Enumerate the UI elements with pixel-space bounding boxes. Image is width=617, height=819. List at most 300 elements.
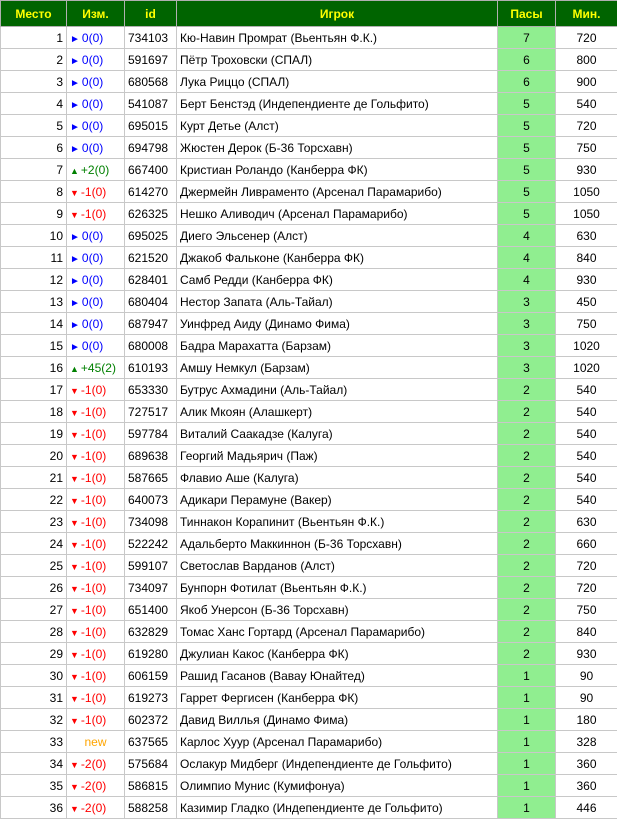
passes-cell: 7 xyxy=(498,27,556,49)
player-cell[interactable]: Бунпорн Фотилат (Вьентьян Ф.К.) xyxy=(177,577,498,599)
right-pointer-icon: ► xyxy=(70,232,80,243)
header-passes[interactable]: Пасы xyxy=(498,1,556,27)
table-row xyxy=(1,533,617,555)
minutes-cell: 840 xyxy=(556,247,617,269)
passes-cell: 6 xyxy=(498,49,556,71)
table-row xyxy=(1,27,617,49)
player-cell[interactable]: Самб Редди (Канберра ФК) xyxy=(177,269,498,291)
passes-cell: 2 xyxy=(498,643,556,665)
passes-cell: 3 xyxy=(498,335,556,357)
player-cell[interactable]: Лука Риццо (СПАЛ) xyxy=(177,71,498,93)
change-value: -1(0) xyxy=(81,493,106,507)
table-row xyxy=(1,797,617,819)
minutes-cell: 450 xyxy=(556,291,617,313)
player-cell[interactable]: Светослав Варданов (Алст) xyxy=(177,555,498,577)
player-cell[interactable]: Берт Бенстэд (Индепендиенте де Гольфито) xyxy=(177,93,498,115)
minutes-cell: 1020 xyxy=(556,357,617,379)
table-row xyxy=(1,577,617,599)
place-cell: 1 xyxy=(1,27,67,49)
player-cell[interactable]: Давид Виллья (Динамо Фима) xyxy=(177,709,498,731)
table-row xyxy=(1,445,617,467)
table-row xyxy=(1,731,617,753)
change-value: 0(0) xyxy=(82,119,103,133)
place-cell: 27 xyxy=(1,599,67,621)
player-cell[interactable]: Амшу Немкул (Барзам) xyxy=(177,357,498,379)
table-row xyxy=(1,775,617,797)
table-row xyxy=(1,401,617,423)
header-player[interactable]: Игрок xyxy=(177,1,498,27)
minutes-cell: 720 xyxy=(556,577,617,599)
table-row xyxy=(1,555,617,577)
minutes-cell: 720 xyxy=(556,555,617,577)
header-place[interactable]: Место xyxy=(1,1,67,27)
table-row xyxy=(1,335,617,357)
minutes-cell: 540 xyxy=(556,489,617,511)
change-value: -1(0) xyxy=(81,669,106,683)
passes-cell: 5 xyxy=(498,159,556,181)
change-value: -1(0) xyxy=(81,537,106,551)
change-value: 0(0) xyxy=(82,273,103,287)
change-value: 0(0) xyxy=(82,53,103,67)
minutes-cell: 540 xyxy=(556,423,617,445)
change-value: 0(0) xyxy=(82,97,103,111)
table-body xyxy=(1,27,617,819)
id-cell: 522242 xyxy=(125,533,177,555)
id-cell: 694798 xyxy=(125,137,177,159)
passes-cell: 2 xyxy=(498,489,556,511)
player-cell[interactable]: Флавио Аше (Калуга) xyxy=(177,467,498,489)
up-triangle-icon: ▲ xyxy=(70,364,79,374)
change-value: -1(0) xyxy=(81,515,106,529)
table-row xyxy=(1,621,617,643)
player-cell[interactable]: Уинфред Аиду (Динамо Фима) xyxy=(177,313,498,335)
place-cell: 11 xyxy=(1,247,67,269)
right-pointer-icon: ► xyxy=(70,78,80,89)
minutes-cell: 930 xyxy=(556,643,617,665)
minutes-cell: 750 xyxy=(556,599,617,621)
player-cell[interactable]: Джакоб Фальконе (Канберра ФК) xyxy=(177,247,498,269)
change-cell xyxy=(67,137,125,159)
table-row xyxy=(1,709,617,731)
change-value: -2(0) xyxy=(81,801,106,815)
down-triangle-icon: ▼ xyxy=(70,518,79,528)
table-row xyxy=(1,181,617,203)
player-cell[interactable]: Жюстен Дерок (Б-36 Торсхавн) xyxy=(177,137,498,159)
change-cell xyxy=(67,335,125,357)
place-cell: 4 xyxy=(1,93,67,115)
minutes-cell: 1050 xyxy=(556,203,617,225)
id-cell: 621520 xyxy=(125,247,177,269)
minutes-cell: 180 xyxy=(556,709,617,731)
table-row xyxy=(1,511,617,533)
id-cell: 734097 xyxy=(125,577,177,599)
place-cell: 18 xyxy=(1,401,67,423)
passes-cell: 5 xyxy=(498,137,556,159)
table-row xyxy=(1,291,617,313)
change-cell xyxy=(67,313,125,335)
change-cell xyxy=(67,357,125,379)
player-cell[interactable]: Олимпио Мунис (Кумифонуа) xyxy=(177,775,498,797)
minutes-cell: 90 xyxy=(556,665,617,687)
passes-cell: 1 xyxy=(498,709,556,731)
id-cell: 591697 xyxy=(125,49,177,71)
place-cell: 12 xyxy=(1,269,67,291)
passes-cell: 3 xyxy=(498,291,556,313)
player-cell[interactable]: Алик Мкоян (Алашкерт) xyxy=(177,401,498,423)
change-cell xyxy=(67,577,125,599)
change-value: 0(0) xyxy=(82,317,103,331)
id-cell: 586815 xyxy=(125,775,177,797)
passes-cell: 2 xyxy=(498,577,556,599)
table-row xyxy=(1,269,617,291)
player-cell[interactable]: Виталий Саакадзе (Калуга) xyxy=(177,423,498,445)
place-cell: 34 xyxy=(1,753,67,775)
change-cell xyxy=(67,225,125,247)
passes-cell: 5 xyxy=(498,93,556,115)
passes-cell: 2 xyxy=(498,401,556,423)
header-minutes[interactable]: Мин. xyxy=(556,1,617,27)
id-cell: 734103 xyxy=(125,27,177,49)
change-cell xyxy=(67,533,125,555)
player-cell[interactable]: Якоб Унерсон (Б-36 Торсхавн) xyxy=(177,599,498,621)
place-cell: 3 xyxy=(1,71,67,93)
place-cell: 17 xyxy=(1,379,67,401)
right-pointer-icon: ► xyxy=(70,34,80,45)
down-triangle-icon: ▼ xyxy=(70,672,79,682)
passes-cell: 3 xyxy=(498,313,556,335)
table-row xyxy=(1,247,617,269)
table-row xyxy=(1,379,617,401)
player-cell[interactable]: Бадра Марахатта (Барзам) xyxy=(177,335,498,357)
change-cell xyxy=(67,445,125,467)
minutes-cell: 360 xyxy=(556,753,617,775)
change-cell xyxy=(67,599,125,621)
minutes-cell: 328 xyxy=(556,731,617,753)
passes-cell: 6 xyxy=(498,71,556,93)
id-cell: 588258 xyxy=(125,797,177,819)
passes-cell: 5 xyxy=(498,181,556,203)
table-row xyxy=(1,115,617,137)
passes-cell: 4 xyxy=(498,269,556,291)
passes-cell: 5 xyxy=(498,115,556,137)
player-cell[interactable]: Бутрус Ахмадини (Аль-Тайал) xyxy=(177,379,498,401)
passes-cell: 1 xyxy=(498,753,556,775)
change-cell xyxy=(67,555,125,577)
player-cell[interactable]: Кристиан Роландо (Канберра ФК) xyxy=(177,159,498,181)
down-triangle-icon: ▼ xyxy=(70,496,79,506)
down-triangle-icon: ▼ xyxy=(70,540,79,550)
player-cell[interactable]: Кю-Навин Промрат (Вьентьян Ф.К.) xyxy=(177,27,498,49)
id-cell: 599107 xyxy=(125,555,177,577)
table-row xyxy=(1,643,617,665)
minutes-cell: 630 xyxy=(556,225,617,247)
table-row xyxy=(1,49,617,71)
table-row xyxy=(1,753,617,775)
change-cell xyxy=(67,269,125,291)
table-row xyxy=(1,599,617,621)
minutes-cell: 930 xyxy=(556,159,617,181)
right-pointer-icon: ► xyxy=(70,254,80,265)
change-cell xyxy=(67,247,125,269)
id-cell: 667400 xyxy=(125,159,177,181)
change-cell xyxy=(67,775,125,797)
change-value: -2(0) xyxy=(81,757,106,771)
passes-cell: 2 xyxy=(498,555,556,577)
down-triangle-icon: ▼ xyxy=(70,584,79,594)
place-cell: 29 xyxy=(1,643,67,665)
player-cell[interactable]: Карлос Хуур (Арсенал Парамарибо) xyxy=(177,731,498,753)
id-cell: 626325 xyxy=(125,203,177,225)
change-cell xyxy=(67,115,125,137)
change-value: -1(0) xyxy=(81,691,106,705)
passes-cell: 2 xyxy=(498,533,556,555)
change-value: -1(0) xyxy=(81,625,106,639)
down-triangle-icon: ▼ xyxy=(70,474,79,484)
change-value: 0(0) xyxy=(82,339,103,353)
passes-cell: 2 xyxy=(498,379,556,401)
passes-cell: 2 xyxy=(498,423,556,445)
change-value: +2(0) xyxy=(81,163,109,177)
id-cell: 632829 xyxy=(125,621,177,643)
down-triangle-icon: ▼ xyxy=(70,210,79,220)
place-cell: 30 xyxy=(1,665,67,687)
minutes-cell: 900 xyxy=(556,71,617,93)
down-triangle-icon: ▼ xyxy=(70,650,79,660)
passes-cell: 1 xyxy=(498,665,556,687)
header-row xyxy=(1,1,617,27)
table-row xyxy=(1,203,617,225)
change-value: -1(0) xyxy=(81,559,106,573)
id-cell: 695025 xyxy=(125,225,177,247)
player-cell[interactable]: Нестор Запата (Аль-Тайал) xyxy=(177,291,498,313)
change-value: -1(0) xyxy=(81,647,106,661)
right-pointer-icon: ► xyxy=(70,144,80,155)
table-row xyxy=(1,665,617,687)
down-triangle-icon: ▼ xyxy=(70,694,79,704)
passes-cell: 5 xyxy=(498,203,556,225)
right-pointer-icon: ► xyxy=(70,122,80,133)
change-value: -1(0) xyxy=(81,383,106,397)
minutes-cell: 1020 xyxy=(556,335,617,357)
right-pointer-icon: ► xyxy=(70,320,80,331)
minutes-cell: 660 xyxy=(556,533,617,555)
player-cell[interactable]: Рашид Гасанов (Вавау Юнайтед) xyxy=(177,665,498,687)
change-value: -1(0) xyxy=(81,427,106,441)
passes-cell: 1 xyxy=(498,687,556,709)
id-cell: 640073 xyxy=(125,489,177,511)
minutes-cell: 540 xyxy=(556,401,617,423)
down-triangle-icon: ▼ xyxy=(70,452,79,462)
id-cell: 653330 xyxy=(125,379,177,401)
place-cell: 25 xyxy=(1,555,67,577)
table-row xyxy=(1,357,617,379)
change-cell xyxy=(67,379,125,401)
minutes-cell: 750 xyxy=(556,137,617,159)
id-cell: 614270 xyxy=(125,181,177,203)
change-value: -1(0) xyxy=(81,405,106,419)
player-cell[interactable]: Ослакур Мидберг (Индепендиенте де Гольфито) xyxy=(177,753,498,775)
id-cell: 619273 xyxy=(125,687,177,709)
change-value: 0(0) xyxy=(82,141,103,155)
id-cell: 687947 xyxy=(125,313,177,335)
change-cell xyxy=(67,159,125,181)
id-cell: 541087 xyxy=(125,93,177,115)
change-cell xyxy=(67,687,125,709)
change-value: -1(0) xyxy=(81,185,106,199)
table-row xyxy=(1,71,617,93)
change-cell xyxy=(67,489,125,511)
place-cell: 36 xyxy=(1,797,67,819)
player-cell[interactable]: Тиннакон Корапинит (Вьентьян Ф.К.) xyxy=(177,511,498,533)
change-cell xyxy=(67,49,125,71)
player-cell[interactable]: Пётр Троховски (СПАЛ) xyxy=(177,49,498,71)
player-cell[interactable]: Георгий Мадьярич (Паж) xyxy=(177,445,498,467)
player-cell[interactable]: Гаррет Фергисен (Канберра ФК) xyxy=(177,687,498,709)
minutes-cell: 630 xyxy=(556,511,617,533)
place-cell: 35 xyxy=(1,775,67,797)
change-value: 0(0) xyxy=(82,31,103,45)
down-triangle-icon: ▼ xyxy=(70,628,79,638)
place-cell: 26 xyxy=(1,577,67,599)
place-cell: 8 xyxy=(1,181,67,203)
minutes-cell: 540 xyxy=(556,93,617,115)
player-cell[interactable]: Нешко Аливодич (Арсенал Парамарибо) xyxy=(177,203,498,225)
minutes-cell: 1050 xyxy=(556,181,617,203)
minutes-cell: 90 xyxy=(556,687,617,709)
down-triangle-icon: ▼ xyxy=(70,408,79,418)
change-cell xyxy=(67,511,125,533)
place-cell: 9 xyxy=(1,203,67,225)
place-cell: 6 xyxy=(1,137,67,159)
down-triangle-icon: ▼ xyxy=(70,716,79,726)
id-cell: 602372 xyxy=(125,709,177,731)
table-row xyxy=(1,159,617,181)
place-cell: 21 xyxy=(1,467,67,489)
table-row xyxy=(1,467,617,489)
change-value: -1(0) xyxy=(81,603,106,617)
change-cell xyxy=(67,709,125,731)
down-triangle-icon: ▼ xyxy=(70,386,79,396)
right-pointer-icon: ► xyxy=(70,56,80,67)
table-row xyxy=(1,313,617,335)
passes-cell: 3 xyxy=(498,357,556,379)
down-triangle-icon: ▼ xyxy=(70,804,79,814)
id-cell: 734098 xyxy=(125,511,177,533)
passes-cell: 4 xyxy=(498,247,556,269)
down-triangle-icon: ▼ xyxy=(70,760,79,770)
change-cell xyxy=(67,665,125,687)
place-cell: 13 xyxy=(1,291,67,313)
down-triangle-icon: ▼ xyxy=(70,188,79,198)
place-cell: 33 xyxy=(1,731,67,753)
change-cell xyxy=(67,291,125,313)
down-triangle-icon: ▼ xyxy=(70,430,79,440)
right-pointer-icon: ► xyxy=(70,342,80,353)
passes-cell: 2 xyxy=(498,445,556,467)
minutes-cell: 540 xyxy=(556,379,617,401)
id-cell: 727517 xyxy=(125,401,177,423)
player-cell[interactable]: Адальберто Маккиннон (Б-36 Торсхавн) xyxy=(177,533,498,555)
right-pointer-icon: ► xyxy=(70,100,80,111)
player-cell[interactable]: Казимир Гладко (Индепендиенте де Гольфито) xyxy=(177,797,498,819)
minutes-cell: 750 xyxy=(556,313,617,335)
place-cell: 24 xyxy=(1,533,67,555)
down-triangle-icon: ▼ xyxy=(70,562,79,572)
change-cell xyxy=(67,467,125,489)
right-pointer-icon: ► xyxy=(70,276,80,287)
minutes-cell: 840 xyxy=(556,621,617,643)
id-cell: 651400 xyxy=(125,599,177,621)
id-cell: 680568 xyxy=(125,71,177,93)
player-cell[interactable]: Курт Детье (Алст) xyxy=(177,115,498,137)
id-cell: 628401 xyxy=(125,269,177,291)
passes-cell: 1 xyxy=(498,797,556,819)
id-cell: 610193 xyxy=(125,357,177,379)
place-cell: 19 xyxy=(1,423,67,445)
change-value: new xyxy=(84,735,106,749)
change-cell xyxy=(67,27,125,49)
id-cell: 575684 xyxy=(125,753,177,775)
place-cell: 10 xyxy=(1,225,67,247)
id-cell: 597784 xyxy=(125,423,177,445)
place-cell: 32 xyxy=(1,709,67,731)
id-cell: 637565 xyxy=(125,731,177,753)
change-value: 0(0) xyxy=(82,229,103,243)
place-cell: 20 xyxy=(1,445,67,467)
change-value: -1(0) xyxy=(81,207,106,221)
place-cell: 16 xyxy=(1,357,67,379)
change-cell xyxy=(67,181,125,203)
header-change[interactable]: Изм. xyxy=(67,1,125,27)
change-cell xyxy=(67,797,125,819)
id-cell: 680404 xyxy=(125,291,177,313)
change-cell xyxy=(67,423,125,445)
change-cell xyxy=(67,71,125,93)
id-cell: 680008 xyxy=(125,335,177,357)
minutes-cell: 800 xyxy=(556,49,617,71)
place-cell: 14 xyxy=(1,313,67,335)
minutes-cell: 540 xyxy=(556,467,617,489)
minutes-cell: 720 xyxy=(556,27,617,49)
place-cell: 28 xyxy=(1,621,67,643)
down-triangle-icon: ▼ xyxy=(70,782,79,792)
table-row xyxy=(1,687,617,709)
id-cell: 587665 xyxy=(125,467,177,489)
passes-cell: 2 xyxy=(498,621,556,643)
table-row xyxy=(1,93,617,115)
place-cell: 22 xyxy=(1,489,67,511)
minutes-cell: 720 xyxy=(556,115,617,137)
place-cell: 23 xyxy=(1,511,67,533)
player-cell[interactable]: Томас Ханс Гортард (Арсенал Парамарибо) xyxy=(177,621,498,643)
change-value: -1(0) xyxy=(81,471,106,485)
table-row xyxy=(1,137,617,159)
player-cell[interactable]: Адикари Перамуне (Вакер) xyxy=(177,489,498,511)
player-cell[interactable]: Джермейн Ливраменто (Арсенал Парамарибо) xyxy=(177,181,498,203)
player-cell[interactable]: Джулиан Какос (Канберра ФК) xyxy=(177,643,498,665)
change-value: -1(0) xyxy=(81,713,106,727)
minutes-cell: 930 xyxy=(556,269,617,291)
header-id[interactable]: id xyxy=(125,1,177,27)
player-cell[interactable]: Диего Эльсенер (Алст) xyxy=(177,225,498,247)
table-row xyxy=(1,489,617,511)
change-cell xyxy=(67,643,125,665)
minutes-cell: 360 xyxy=(556,775,617,797)
change-cell xyxy=(67,621,125,643)
change-cell xyxy=(67,753,125,775)
minutes-cell: 540 xyxy=(556,445,617,467)
change-value: -1(0) xyxy=(81,581,106,595)
